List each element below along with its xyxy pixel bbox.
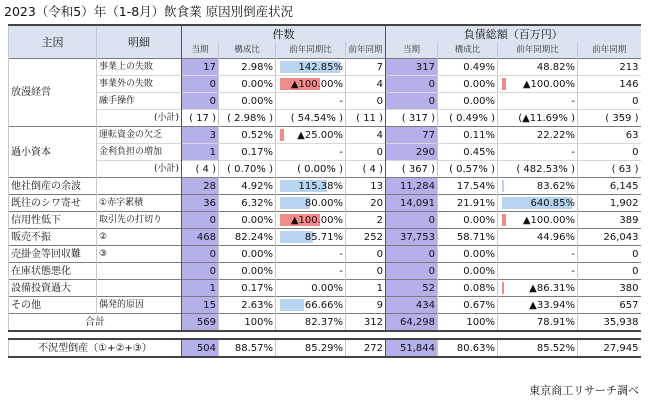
debt-current: 0 xyxy=(386,212,438,229)
count-yoy xyxy=(276,144,346,161)
debt-current: 434 xyxy=(386,297,438,314)
debt-share: 0.00% xyxy=(438,93,498,110)
bankruptcy-cause-table xyxy=(8,24,641,358)
debt-prev: 6,145 xyxy=(578,178,641,195)
debt-yoy-text: ( 482.53% ) xyxy=(516,163,575,175)
debt-prev: 26,043 xyxy=(578,229,641,246)
debt-current: 52 xyxy=(386,280,438,297)
detail-cell: 取引先の打切り xyxy=(97,212,182,229)
count-yoy-text: - xyxy=(339,248,343,260)
count-prev: 7 xyxy=(346,59,386,76)
debt-share: 0.45% xyxy=(438,144,498,161)
count-total-current: 569 xyxy=(182,314,219,332)
detail-cell: 偶発的原因 xyxy=(97,297,182,314)
count-yoy-text: ▲100.00% xyxy=(290,78,343,90)
debt-share: 21.91% xyxy=(438,195,498,212)
count-prev: 1 xyxy=(346,280,386,297)
spacer-row xyxy=(9,331,641,339)
count-yoy-text: 80.00% xyxy=(304,197,343,209)
debt-total-current: 64,298 xyxy=(386,314,438,332)
table-row xyxy=(9,212,641,229)
count-yoy-text: 0.00% xyxy=(311,282,343,294)
debt-total-yoy: 78.91% xyxy=(498,314,578,332)
debt-yoy xyxy=(498,59,578,76)
debt-share: 0.00% xyxy=(438,212,498,229)
count-yoy xyxy=(276,212,346,229)
debt-total-prev: 35,938 xyxy=(578,314,641,332)
count-current: 468 xyxy=(182,229,219,246)
debt-share: 17.54% xyxy=(438,178,498,195)
debt-total-share: 100% xyxy=(438,314,498,332)
count-share: 0.00% xyxy=(219,246,276,263)
recession-total-row xyxy=(9,339,641,357)
debt-current: 317 xyxy=(386,59,438,76)
recession-debt-yoy: 85.52% xyxy=(498,339,578,357)
spacer xyxy=(9,331,641,339)
debt-yoy xyxy=(498,161,578,178)
count-yoy-bar xyxy=(280,299,304,311)
count-yoy xyxy=(276,76,346,93)
debt-current: 0 xyxy=(386,263,438,280)
total-label: 合計 xyxy=(9,314,182,332)
debt-prev: 380 xyxy=(578,280,641,297)
debt-yoy-text: - xyxy=(571,146,575,158)
recession-debt-current: 51,844 xyxy=(386,339,438,357)
detail-cell: 運転資金の欠乏 xyxy=(97,127,182,144)
count-total-share: 100% xyxy=(219,314,276,332)
debt-yoy xyxy=(498,76,578,93)
detail-cell: 事業外の失敗 xyxy=(97,76,182,93)
count-yoy-text: - xyxy=(339,146,343,158)
debt-header-prev: 前年同期 xyxy=(578,42,641,59)
debt-header-yoy: 前年同期比 xyxy=(498,42,578,59)
recession-count-current: 504 xyxy=(182,339,219,357)
count-yoy xyxy=(276,263,346,280)
main-cause-cell: その他 xyxy=(9,297,97,314)
detail-cell: 事業上の失敗 xyxy=(97,59,182,76)
debt-yoy xyxy=(498,127,578,144)
count-yoy-text: 115.38% xyxy=(298,180,343,192)
debt-yoy-text: 48.82% xyxy=(536,61,575,73)
count-share: 0.17% xyxy=(219,280,276,297)
debt-yoy xyxy=(498,229,578,246)
count-current: 17 xyxy=(182,59,219,76)
count-share: 0.00% xyxy=(219,76,276,93)
count-current: 0 xyxy=(182,263,219,280)
detail-cell: (小計) xyxy=(97,110,182,127)
source-note: 東京商工リサーチ調べ xyxy=(529,384,639,397)
debt-prev: 389 xyxy=(578,212,641,229)
debt-yoy-text: ▲100.00% xyxy=(522,214,575,226)
count-yoy-text: ▲25.00% xyxy=(297,129,343,141)
debt-share: ( 0.57% ) xyxy=(438,161,498,178)
debt-share: 0.00% xyxy=(438,246,498,263)
debt-current: 37,753 xyxy=(386,229,438,246)
debt-header-current: 当期 xyxy=(386,42,438,59)
count-header-current: 当期 xyxy=(182,42,219,59)
header-detail: 明細 xyxy=(97,25,182,59)
count-current: 3 xyxy=(182,127,219,144)
count-prev: 2 xyxy=(346,212,386,229)
table-row xyxy=(9,263,641,280)
count-prev: 13 xyxy=(346,178,386,195)
table-row xyxy=(9,229,641,246)
count-yoy-text: ( 0.00% ) xyxy=(297,163,343,175)
count-current: ( 17 ) xyxy=(182,110,219,127)
table-row xyxy=(9,246,641,263)
debt-yoy-bar xyxy=(502,214,506,226)
debt-yoy-text: - xyxy=(571,265,575,277)
count-prev: 0 xyxy=(346,246,386,263)
debt-yoy xyxy=(498,110,578,127)
debt-current: ( 317 ) xyxy=(386,110,438,127)
debt-prev: ( 359 ) xyxy=(578,110,641,127)
debt-yoy-text: ▲100.00% xyxy=(522,78,575,90)
count-share: 0.00% xyxy=(219,93,276,110)
main-cause-cell: 在庫状態悪化 xyxy=(9,263,97,280)
debt-yoy-text: (▲11.69% ) xyxy=(518,112,575,124)
count-yoy xyxy=(276,161,346,178)
count-prev: 252 xyxy=(346,229,386,246)
recession-debt-prev: 27,945 xyxy=(578,339,641,357)
detail-cell: ② xyxy=(97,229,182,246)
count-prev: ( 11 ) xyxy=(346,110,386,127)
debt-share: 0.00% xyxy=(438,263,498,280)
table-row xyxy=(9,76,641,93)
count-yoy xyxy=(276,178,346,195)
debt-prev: 657 xyxy=(578,297,641,314)
debt-yoy-text: ▲33.94% xyxy=(529,299,575,311)
debt-yoy xyxy=(498,195,578,212)
table-row xyxy=(9,93,641,110)
detail-cell: 融手操作 xyxy=(97,93,182,110)
recession-count-share: 88.57% xyxy=(219,339,276,357)
debt-share: 0.49% xyxy=(438,59,498,76)
debt-current: ( 367 ) xyxy=(386,161,438,178)
detail-cell: ①赤字累積 xyxy=(97,195,182,212)
count-yoy xyxy=(276,110,346,127)
count-yoy xyxy=(276,229,346,246)
debt-prev: 146 xyxy=(578,76,641,93)
debt-yoy-text: 44.96% xyxy=(536,231,575,243)
count-prev: 4 xyxy=(346,127,386,144)
main-cause-cell: 信用性低下 xyxy=(9,212,97,229)
debt-share: 58.71% xyxy=(438,229,498,246)
detail-cell: 金利負担の増加 xyxy=(97,144,182,161)
recession-label: 不況型倒産（①+②+③） xyxy=(9,339,182,357)
count-total-yoy: 82.37% xyxy=(276,314,346,332)
detail-cell: (小計) xyxy=(97,161,182,178)
count-yoy-text: - xyxy=(339,265,343,277)
recession-debt-share: 80.63% xyxy=(438,339,498,357)
count-current: 1 xyxy=(182,144,219,161)
main-cause-cell: 販売不振 xyxy=(9,229,97,246)
debt-share: 0.08% xyxy=(438,280,498,297)
count-current: 0 xyxy=(182,76,219,93)
total-row xyxy=(9,314,641,332)
count-current: 1 xyxy=(182,280,219,297)
debt-yoy-text: ▲86.31% xyxy=(529,282,575,294)
count-prev: 4 xyxy=(346,76,386,93)
main-cause-cell: 他社倒産の余波 xyxy=(9,178,97,195)
debt-yoy xyxy=(498,297,578,314)
count-yoy xyxy=(276,195,346,212)
count-yoy-text: 85.71% xyxy=(304,231,343,243)
count-current: 0 xyxy=(182,93,219,110)
debt-yoy xyxy=(498,212,578,229)
debt-current: 14,091 xyxy=(386,195,438,212)
count-share: 6.32% xyxy=(219,195,276,212)
count-yoy-bar xyxy=(280,129,284,141)
main-cause-cell: 売掛金等回収難 xyxy=(9,246,97,263)
recession-count-prev: 272 xyxy=(346,339,386,357)
debt-header-share: 構成比 xyxy=(438,42,498,59)
main-cause-cell: 過小資本 xyxy=(9,127,97,178)
debt-yoy-bar xyxy=(502,78,506,90)
debt-yoy-bar xyxy=(502,180,504,192)
debt-yoy-text: - xyxy=(571,95,575,107)
debt-prev: 63 xyxy=(578,127,641,144)
count-yoy-text: ( 54.54% ) xyxy=(290,112,343,124)
detail-cell xyxy=(97,263,182,280)
count-current: 15 xyxy=(182,297,219,314)
debt-yoy xyxy=(498,178,578,195)
count-yoy-text: 66.66% xyxy=(304,299,343,311)
count-prev: ( 4 ) xyxy=(346,161,386,178)
header-debt-group: 負債総額（百万円） xyxy=(386,25,641,42)
main-cause-cell: 設備投資過大 xyxy=(9,280,97,297)
debt-yoy-text: 83.62% xyxy=(536,180,575,192)
debt-yoy-text: 22.22% xyxy=(536,129,575,141)
debt-yoy xyxy=(498,144,578,161)
table-row xyxy=(9,297,641,314)
main-cause-cell: 既往のシワ寄せ xyxy=(9,195,97,212)
count-share: 82.24% xyxy=(219,229,276,246)
count-yoy xyxy=(276,59,346,76)
debt-prev: 0 xyxy=(578,93,641,110)
count-prev: 9 xyxy=(346,297,386,314)
debt-current: 11,284 xyxy=(386,178,438,195)
count-share: 0.52% xyxy=(219,127,276,144)
count-current: 0 xyxy=(182,246,219,263)
subtotal-row xyxy=(9,161,641,178)
count-current: 36 xyxy=(182,195,219,212)
count-header-share: 構成比 xyxy=(219,42,276,59)
recession-count-yoy: 85.29% xyxy=(276,339,346,357)
debt-prev: 213 xyxy=(578,59,641,76)
table-row xyxy=(9,178,641,195)
count-yoy-text: 142.85% xyxy=(298,61,343,73)
count-yoy xyxy=(276,297,346,314)
count-prev: 20 xyxy=(346,195,386,212)
debt-yoy-bar xyxy=(502,282,504,294)
header-main-cause: 主因 xyxy=(9,25,97,59)
debt-yoy xyxy=(498,263,578,280)
count-yoy-text: ▲100.00% xyxy=(290,214,343,226)
count-current: ( 4 ) xyxy=(182,161,219,178)
count-prev: 0 xyxy=(346,144,386,161)
subtotal-row xyxy=(9,110,641,127)
table-row xyxy=(9,280,641,297)
count-yoy xyxy=(276,127,346,144)
count-prev: 0 xyxy=(346,263,386,280)
debt-prev: 0 xyxy=(578,246,641,263)
debt-yoy-text: 640.85% xyxy=(530,197,575,209)
header-count-group: 件数 xyxy=(182,25,386,42)
detail-cell: ③ xyxy=(97,246,182,263)
debt-prev: 0 xyxy=(578,263,641,280)
debt-yoy xyxy=(498,280,578,297)
count-current: 0 xyxy=(182,212,219,229)
count-header-prev: 前年同期 xyxy=(346,42,386,59)
count-yoy xyxy=(276,246,346,263)
debt-share: 0.00% xyxy=(438,76,498,93)
count-share: 4.92% xyxy=(219,178,276,195)
count-yoy-text: - xyxy=(339,95,343,107)
count-total-prev: 312 xyxy=(346,314,386,332)
detail-cell xyxy=(97,280,182,297)
count-share: 2.63% xyxy=(219,297,276,314)
table-row xyxy=(9,195,641,212)
count-share: 0.00% xyxy=(219,263,276,280)
debt-current: 0 xyxy=(386,76,438,93)
count-header-yoy: 前年同期比 xyxy=(276,42,346,59)
count-yoy xyxy=(276,280,346,297)
debt-prev: ( 63 ) xyxy=(578,161,641,178)
detail-cell xyxy=(97,178,182,195)
count-prev: 0 xyxy=(346,93,386,110)
count-yoy xyxy=(276,93,346,110)
main-cause-cell: 放漫経営 xyxy=(9,59,97,127)
debt-yoy xyxy=(498,246,578,263)
count-share: 2.98% xyxy=(219,59,276,76)
debt-share: 0.67% xyxy=(438,297,498,314)
debt-current: 0 xyxy=(386,93,438,110)
debt-yoy xyxy=(498,93,578,110)
debt-current: 0 xyxy=(386,246,438,263)
table-row xyxy=(9,59,641,76)
debt-yoy-text: - xyxy=(571,248,575,260)
header-row-groups xyxy=(9,25,641,42)
count-share: 0.17% xyxy=(219,144,276,161)
debt-prev: 1,902 xyxy=(578,195,641,212)
count-share: ( 2.98% ) xyxy=(219,110,276,127)
table-row xyxy=(9,144,641,161)
debt-share: ( 0.49% ) xyxy=(438,110,498,127)
debt-prev: 0 xyxy=(578,144,641,161)
debt-current: 77 xyxy=(386,127,438,144)
count-share: 0.00% xyxy=(219,212,276,229)
debt-current: 290 xyxy=(386,144,438,161)
page-title: 2023（令和5）年（1-8月）飲食業 原因別倒産状況 xyxy=(4,4,294,19)
table-row xyxy=(9,127,641,144)
count-share: ( 0.70% ) xyxy=(219,161,276,178)
debt-share: 0.11% xyxy=(438,127,498,144)
count-current: 28 xyxy=(182,178,219,195)
